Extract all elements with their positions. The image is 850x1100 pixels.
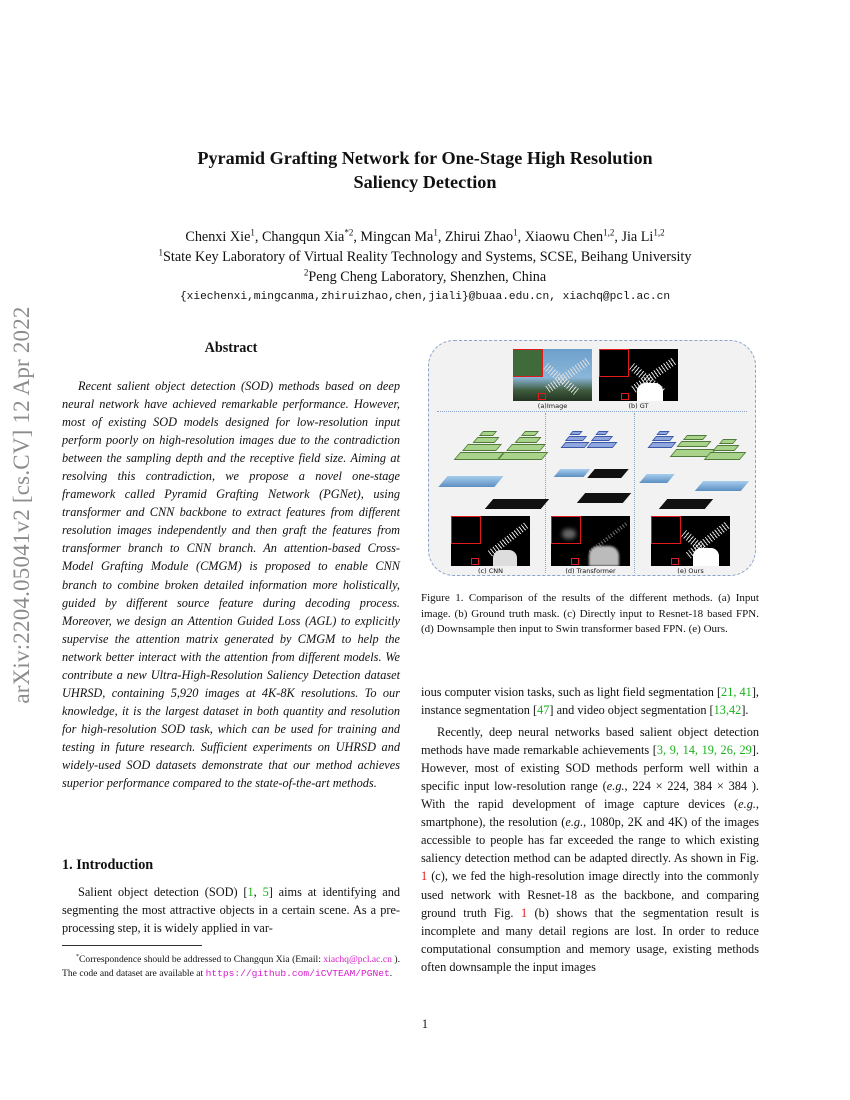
figure-label-c: (c) CNN <box>478 567 503 575</box>
text: Recently, deep neural networks based salient object detection methods have made remarkable achievements [ <box>421 725 759 758</box>
figure-ref-link[interactable]: 1 <box>421 869 428 884</box>
figure-divider <box>437 411 747 412</box>
citation-link[interactable]: 47 <box>537 703 550 718</box>
author: Jia Li <box>621 229 654 245</box>
ours-result-panel <box>651 516 730 566</box>
text: e.g. <box>738 797 756 812</box>
input-image-panel <box>513 349 592 401</box>
figure-label-b: (b) GT <box>628 402 649 410</box>
text: ious computer vision tasks, such as light field segmentation [ <box>421 685 722 699</box>
author: Mingcan Ma <box>360 229 434 245</box>
text: ]. <box>741 703 749 718</box>
citation-link[interactable]: 21, 41 <box>721 685 752 699</box>
text: , smartphone), the resolution ( <box>421 797 759 830</box>
affiliation-text: Peng Cheng Laboratory, Shenzhen, China <box>308 269 547 285</box>
intro-paragraph-2 <box>421 723 759 976</box>
affiliation-mark: 1 <box>433 227 438 238</box>
figure-divider <box>545 413 546 573</box>
text: e.g. <box>606 779 625 794</box>
figure-label-d: (d) Transformer <box>565 567 616 575</box>
text: , <box>253 885 263 899</box>
introduction-heading: 1. Introduction <box>62 857 154 873</box>
text: Correspondence should be addressed to Changqun Xia (Email: <box>79 954 324 966</box>
text: ] aims at identifying and segmenting the most attractive objects in a certain scene. As a pre-processing step, it is widely applied in var- <box>62 885 400 936</box>
affiliation-mark: 1 <box>513 227 518 238</box>
text: Salient object detection (SOD) [ <box>78 885 248 899</box>
footnote <box>62 951 400 980</box>
affiliation-mark: 1,2 <box>603 227 615 238</box>
arxiv-stamp-text: arXiv:2204.05041v2 [cs.CV] 12 Apr 2022 <box>9 306 34 704</box>
text: (b) shows that the segmentation result is incomplete and many detail regions are lost. In order to reduce computational consumption and memory usage, existing methods often downsample the input images <box>421 905 759 974</box>
affiliation-text: State Key Laboratory of Virtual Reality Technology and Systems, SCSE, Beihang University <box>163 249 692 265</box>
text: ], instance segmentation [ <box>421 685 759 718</box>
arxiv-stamp <box>2 290 42 720</box>
text: ). The code and dataset are available at <box>62 954 400 979</box>
intro-paragraph-1 <box>62 883 400 937</box>
figure-1-caption: Figure 1. Comparison of the results of the different methods. (a) Input image. (b) Ground truth mask. (c) Directly input to Resnet-18 based FPN. (d) Downsample then input to Swin transformer based FPN. (e) Ours. <box>421 592 759 636</box>
text: e.g. <box>565 815 584 830</box>
figure-label-e: (e) Ours <box>677 567 704 575</box>
citation-link[interactable]: 13,42 <box>713 703 742 718</box>
affiliation-mark: 1,2 <box>653 227 665 238</box>
text: ] and video object segmentation [ <box>549 703 714 718</box>
citation-link[interactable]: 5 <box>262 885 269 899</box>
text: (c), we fed the high-resolution image directly into the commonly used network with Resnet-18 as the backbone, and comparing ground truth Fig. <box>421 869 759 920</box>
citation-link[interactable]: 1 <box>247 885 254 899</box>
figure-1 <box>428 340 756 576</box>
cnn-result-panel <box>451 516 530 566</box>
affiliation-mark: 1 <box>158 247 164 258</box>
author-block <box>70 227 780 307</box>
code-url-link[interactable]: https://github.com/iCVTEAM/PGNet <box>205 967 390 979</box>
text: . <box>389 967 393 979</box>
author: Changqun Xia <box>261 229 345 245</box>
author: Zhirui Zhao <box>444 229 514 245</box>
paper-title <box>100 146 750 194</box>
author: Chenxi Xie <box>185 229 251 245</box>
affiliation-1 <box>70 247 780 267</box>
title-line-1: Pyramid Grafting Network for One-Stage High Resolution <box>197 148 653 168</box>
citation-link[interactable]: 3, 9, 14, 19, 26, 29 <box>656 743 752 758</box>
text: , 224 × 224, 384 × 384 ). With the rapid development of image capture devices ( <box>421 779 759 812</box>
transformer-result-panel <box>551 516 630 566</box>
figure-divider <box>634 413 635 573</box>
title-line-2: Saliency Detection <box>353 172 497 192</box>
affiliation-mark: 2 <box>303 267 309 278</box>
text: ]. However, most of existing SOD methods perform well within a specific input low-resolution range ( <box>421 743 759 794</box>
intro-paragraph-1-continued <box>421 683 759 719</box>
text: , 1080p, 2K and 4K) of the images accessible to people has far exceeded the range to which existing saliency detection method can be adapted directly. As shown in Fig. <box>421 815 759 866</box>
ground-truth-panel <box>599 349 678 401</box>
page-number: 1 <box>421 1017 429 1031</box>
intro-right-column <box>421 683 759 976</box>
figure-ref-link[interactable]: 1 <box>520 905 528 920</box>
footnote-rule <box>62 945 202 946</box>
figure-label-a: (a)Image <box>537 402 568 410</box>
author: Xiaowu Chen <box>524 229 604 245</box>
author-list: Chenxi Xie$^1$, Changqun Xia$^{*2}$, Mingcan Ma$^1$, Zhirui Zhao$^1$, Xiaowu Chen$^{1,2}$, Jia Li$^{1,2}$ <box>185 227 665 245</box>
author-emails: {xiechenxi,mingcanma,zhiruizhao,chen,jiali}@buaa.edu.cn, xiachq@pcl.ac.cn <box>179 291 671 303</box>
affiliation-mark: *2 <box>344 227 354 238</box>
affiliation-mark: 1 <box>250 227 255 238</box>
footnote-mark: * <box>76 954 79 960</box>
abstract-heading: Abstract <box>204 340 258 356</box>
affiliation-2 <box>70 267 780 287</box>
abstract-text: Recent salient object detection (SOD) methods based on deep neural network have achieved remarkable performance. However, most of existing SOD models designed for low-resolution input perform poorly on high-resolution images due to the contradiction between the sampling depth and the receptive field size. Aiming at resolving this contradiction, we propose a novel one-stage framework called Pyramid Grafting Network (PGNet), using transformer and CNN backbone to extract features from different resolution images independently and then graft the features from transformer branch to CNN branch. An attention-based Cross-Model Grafting Module (CMGM) is proposed to enable CNN branch to combine broken detailed information more holistically, guided by different source feature during decoding process. Moreover, we design an Attention Guided Loss (AGL) to explicitly supervise the attention matrix generated by CMGM to help the network better interact with the attention from different models. We contribute a new Ultra-High-Resolution Saliency Detection dataset UHRSD, containing 5,920 images at 4K-8K resolutions. To our knowledge, it is the largest dataset in both quantity and resolution for high-resolution SOD task, which can be used for training and testing in future research. Sufficient experiments on UHRSD and widely-used SOD datasets demonstrate that our method achieves superior performance compared to the state-of-the-art methods. <box>62 379 400 791</box>
email-link[interactable]: xiachq@pcl.ac.cn <box>323 954 392 966</box>
